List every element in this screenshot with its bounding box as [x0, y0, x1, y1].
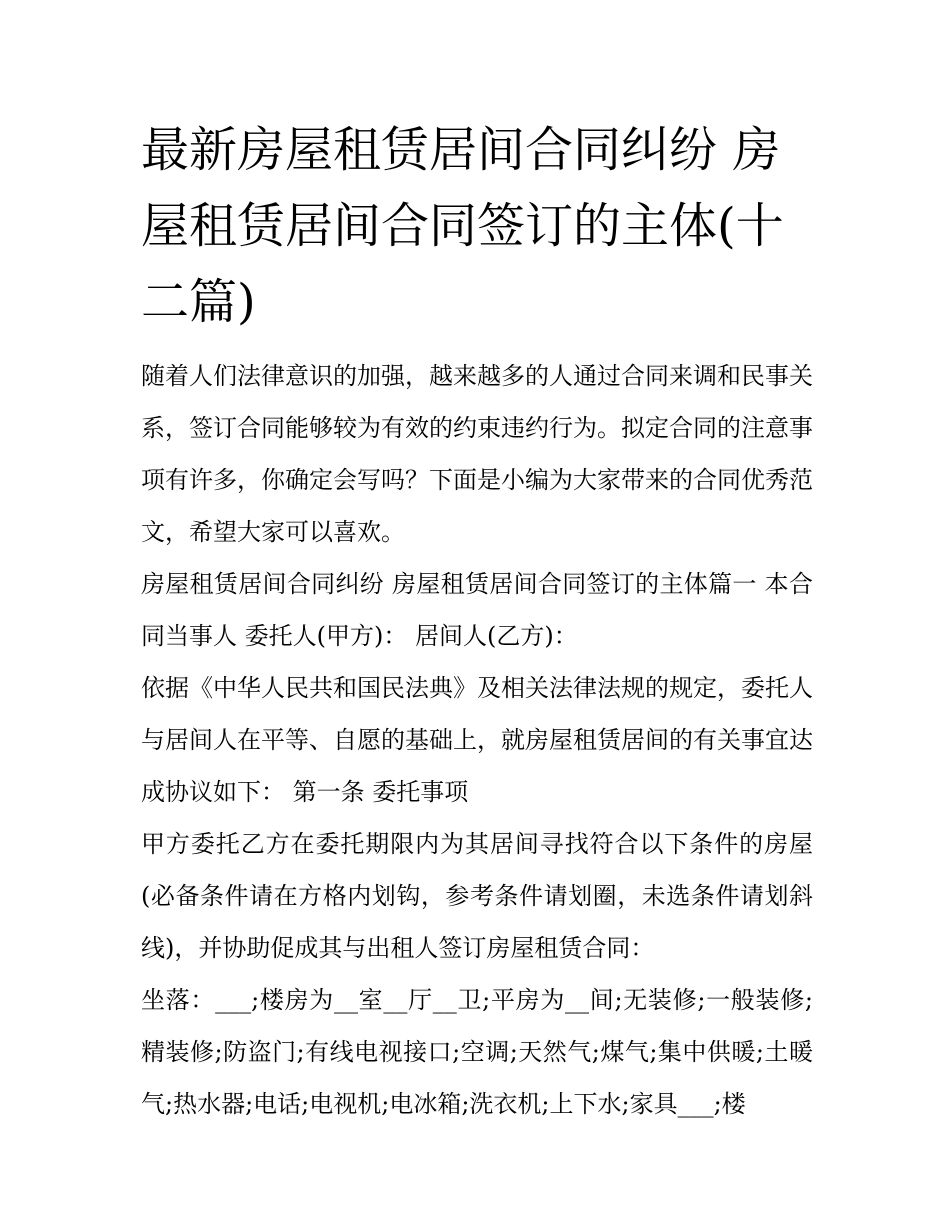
legal-basis-paragraph: 依据《中华人民共和国民法典》及相关法律法规的规定，委托人与居间人在平等、自愿的基础上，就房屋租赁居间的有关事宜达成协议如下： 第一条 委托事项 — [141, 674, 813, 806]
section-heading-paragraph: 房屋租赁居间合同纠纷 房屋租赁居间合同签订的主体篇一 本合同当事人 委托人(甲方)： 居间人(乙方)： — [141, 570, 813, 650]
commission-paragraph: 甲方委托乙方在委托期限内为其居间寻找符合以下条件的房屋(必备条件请在方格内划钩，参考条件请划圈，未选条件请划斜线)，并协助促成其与出租人签订房屋租赁合同： — [141, 830, 813, 962]
document-page — [141, 112, 813, 1130]
property-details-paragraph: 坐落：___;楼房为__室__厅__卫;平房为__间;无装修;一般装修;精装修;防盗门;有线电视接口;空调;天然气;煤气;集中供暖;土暖气;热水器;电话;电视机;电冰箱;洗衣机;上下水;家具___;楼 — [141, 986, 813, 1118]
document-body — [141, 350, 813, 1130]
document-title: 最新房屋租赁居间合同纠纷 房屋租赁居间合同签订的主体(十二篇) — [141, 122, 784, 330]
intro-paragraph: 随着人们法律意识的加强，越来越多的人通过合同来调和民事关系，签订合同能够较为有效的约束违约行为。拟定合同的注意事项有许多，你确定会写吗？下面是小编为大家带来的合同优秀范文，希望大家可以喜欢。 — [141, 362, 813, 546]
